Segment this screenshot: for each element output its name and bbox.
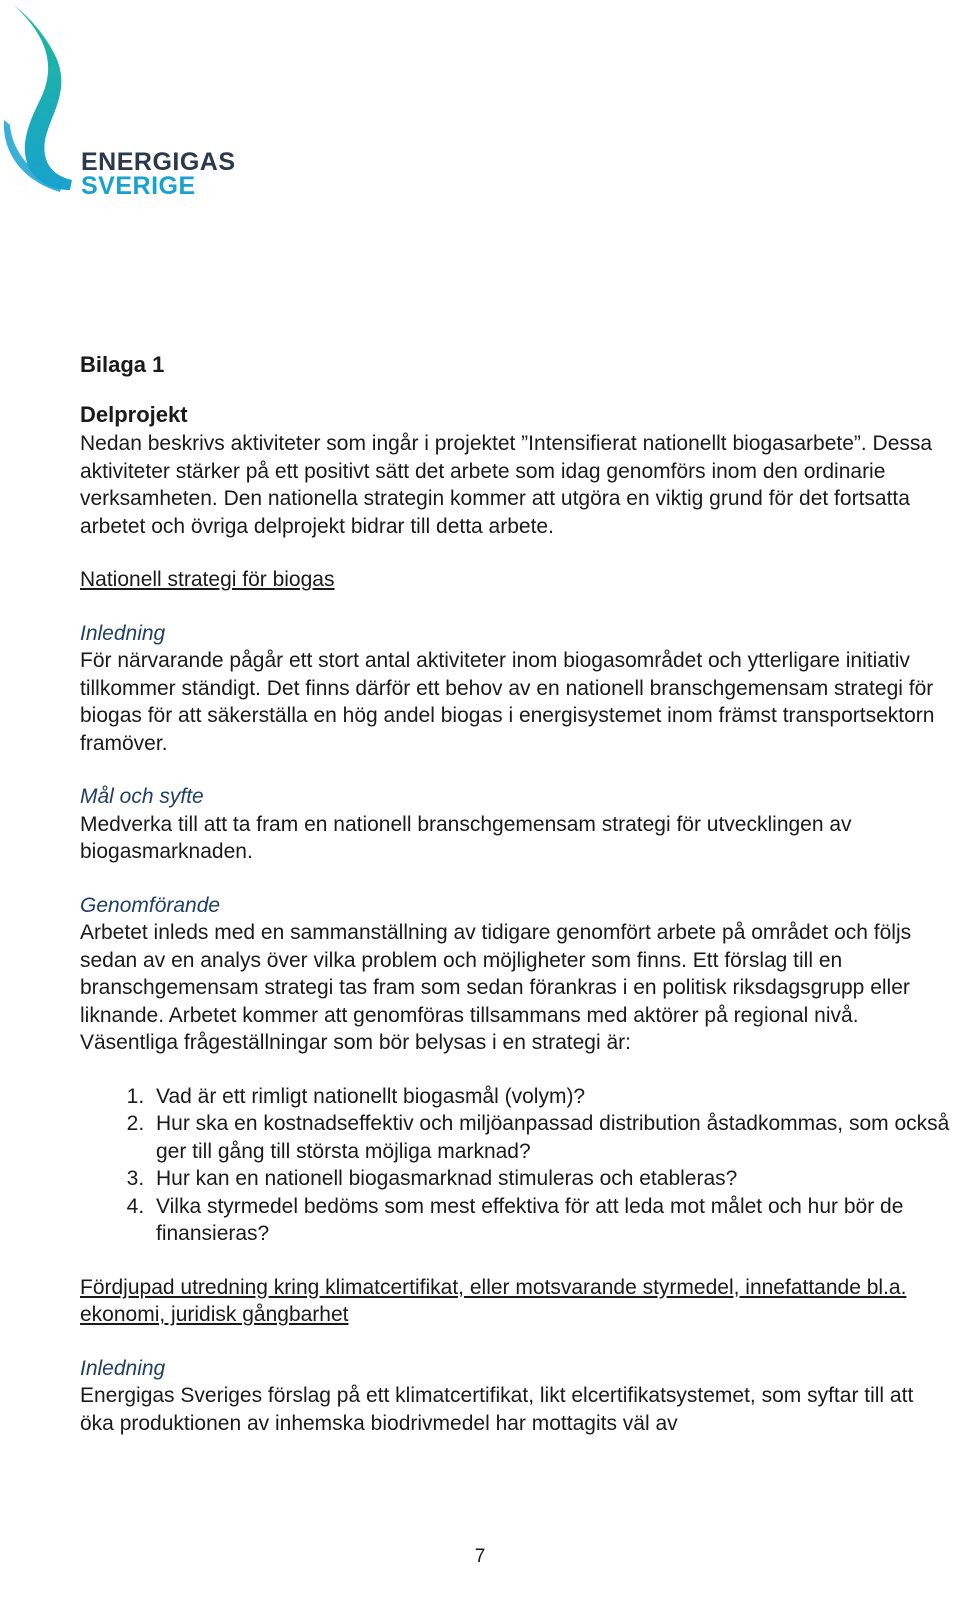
logo-text-energigas: ENERGIGAS bbox=[81, 148, 236, 176]
subheading-genomforande: Genomförande bbox=[80, 893, 221, 917]
list-item: 3. Hur kan en nationell biogasmarknad stimuleras och etableras? bbox=[150, 1165, 950, 1193]
bilaga-heading: Bilaga 1 bbox=[80, 352, 165, 377]
list-item: 2. Hur ska en kostnadseffektiv och miljöanpassad distribution åstadkommas, som också ger till gång till största möjliga marknad? bbox=[150, 1110, 950, 1165]
delprojekt-heading: Delprojekt bbox=[80, 402, 188, 427]
mal-och-syfte-paragraph: Medverka till att ta fram en nationell branschgemensam strategi för utvecklingen av biogasmarknaden. bbox=[80, 812, 852, 863]
inledning-paragraph-2: Energigas Sveriges förslag på ett klimatcertifikat, likt elcertifikatsystemet, som syftar till att öka produktionen av inhemska biodrivmedel har mottagits väl av bbox=[80, 1384, 914, 1435]
subheading-inledning: Inledning bbox=[80, 621, 166, 645]
document-body bbox=[80, 350, 950, 1437]
inledning-paragraph: För närvarande pågår ett stort antal aktiviteter inom biogasområdet och ytterligare initiativ tillkommer ständigt. Det finns därför ett behov av en nationell branschgemensam strategi för biogas för att säkerställa en hög andel biogas i energisystemet inom främst transportsektorn framöver. bbox=[80, 649, 935, 755]
list-item: 1. Vad är ett rimligt nationellt biogasmål (volym)? bbox=[150, 1083, 950, 1111]
energigas-sverige-logo bbox=[0, 0, 240, 200]
logo-text-sverige: SVERIGE bbox=[81, 172, 196, 200]
genomforande-paragraph: Arbetet inleds med en sammanställning av tidigare genomfört arbete på området och följs sedan av en analys över vilka problem och möjligheter som finns. Ett förslag till en branschgemensam strategi tas fram som sedan förankras i en politisk riksdagsgrupp eller liknande. Arbetet kommer att genomföras tillsammans med aktörer på regional nivå. Väsentliga frågeställningar som bör belysas i en strategi är: bbox=[80, 921, 912, 1054]
subheading-inledning-2: Inledning bbox=[80, 1356, 166, 1380]
section-title-klimatcertifikat: Fördjupad utredning kring klimatcertifikat, eller motsvarande styrmedel, innefattande bl.a. ekonomi, juridisk gångbarhet bbox=[80, 1275, 907, 1326]
strategy-questions-list bbox=[80, 1083, 950, 1248]
intro-paragraph: Nedan beskrivs aktiviteter som ingår i projektet ”Intensifierat nationellt biogasarbete”. Dessa aktiviteter stärker på ett positivt sätt det arbete som idag genomförs inom den ordinarie verksamheten. Den nationella strategin kommer att utgöra en viktig grund för det fortsatta arbetet och övriga delprojekt bidrar till detta arbete. bbox=[80, 432, 933, 538]
logo-swoosh-icon bbox=[0, 0, 90, 200]
section-title-nationell-strategi: Nationell strategi för biogas bbox=[80, 568, 335, 591]
subheading-mal-och-syfte: Mål och syfte bbox=[80, 785, 204, 808]
list-item: 4. Vilka styrmedel bedöms som mest effektiva för att leda mot målet och hur bör de finansieras? bbox=[150, 1193, 950, 1248]
page-number: 7 bbox=[474, 1546, 486, 1567]
